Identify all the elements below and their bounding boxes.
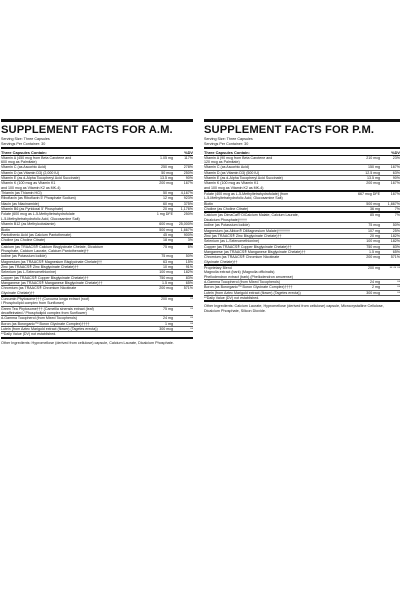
nutrient-amount: 2 mg (372, 285, 380, 290)
nutrient-amount: 24 mg (370, 279, 380, 284)
nutrient-name: Biotin (1, 227, 10, 232)
nutrient-dv: 1,176% (180, 207, 193, 212)
nutrient-name: Vitamin D (as Vitamin D3) (500 IU) (204, 170, 260, 175)
nutrient-name: Manganese (as TRAACS® Manganese Bisglycinate Chelate)†† (1, 280, 103, 285)
nutrient-dv: 571% (390, 255, 400, 260)
nutrient-amount: 36 mg (370, 207, 380, 212)
nutrient-dv: ** (397, 279, 400, 284)
nutrient-name: Chromium (as TRAACS® Chromium Nicotinate Glycinate Chelate)†† (204, 255, 280, 264)
nutrient-name: d-Gamma Tocopherol (from Mixed Tocopherols) (204, 279, 280, 284)
nutrient-amount: 600 mcg (159, 222, 173, 227)
nutrient-amount: 13.5 mg (367, 176, 380, 181)
table-row (1, 297, 193, 307)
nutrient-name: Lutein (from Aztec Marigold extract (flower) (Tagetes erecta)) (1, 327, 98, 332)
nutrient-name: Zinc (as TRAACS® Zinc Bisglycinate Chelate)†† (204, 233, 282, 238)
nutrient-amount: 10 mg (163, 264, 173, 269)
nutrient-name: Riboflavin (as Riboflavin 5' Phosphate Sodium) (1, 196, 76, 201)
nutrient-amount: 500 mcg (366, 201, 380, 206)
am-col-left-label: Three Capsules Contain: (1, 149, 47, 155)
table-row (1, 245, 193, 255)
nutrient-dv: 923% (183, 196, 193, 201)
nutrient-dv: 182% (183, 270, 193, 275)
am-col-right-label: %DV (184, 149, 193, 155)
nutrient-name: Iodine (as Potassium Iodide) (204, 223, 250, 228)
nutrient-amount: 100 mcg (159, 270, 173, 275)
nutrient-amount: 200 mcg (159, 286, 173, 291)
nutrient-dv: 1,667% (180, 227, 193, 232)
nutrient-amount: 200 mcg (159, 181, 173, 186)
nutrient-dv: ** (190, 321, 193, 326)
nutrient-amount: 13.5 mg (160, 176, 173, 181)
nutrient-dv: 278% (183, 165, 193, 170)
am-other-ingredients: Other Ingredients: Hypromellose (derived from cellulose) capsule, Calcium Laurate, Dicalcium Phosphate. (1, 340, 174, 345)
am-footnote: **Daily Value (DV) not established. (1, 332, 193, 338)
nutrient-dv: 167% (390, 165, 400, 170)
nutrient-name: Biotin (204, 201, 213, 206)
pm-supplement-facts-panel (204, 119, 400, 314)
nutrient-dv: 7% (394, 213, 400, 218)
am-serving-size: Serving Size: Three Capsules (1, 137, 50, 141)
nutrient-name: Vitamin A (90 mcg from Beta Carotene and 120 mcg as Palmitate) (204, 155, 273, 165)
nutrient-name: Manganese (as TRAACS® Manganese Bisglycinate Chelate)†† (204, 249, 306, 254)
nutrient-amount: 50 mg (163, 191, 173, 196)
nutrient-amount: 200 mcg (366, 255, 380, 260)
pm-serving-size: Serving Size: Three Capsules (204, 137, 253, 141)
nutrient-amount: 75 mg (163, 244, 173, 249)
nutrient-dv: 1,667% (387, 201, 400, 206)
nutrient-name: Vitamin B12 (as Methylcobalamin) (1, 222, 56, 227)
nutrient-amount: 1.5 mg (162, 280, 173, 285)
table-row (1, 307, 193, 317)
nutrient-dv: 250% (183, 170, 193, 175)
nutrient-amount: 1.5 mg (369, 249, 380, 254)
nutrient-amount: 1.05 mg (160, 155, 173, 160)
am-column-header (1, 147, 193, 156)
nutrient-amount: 12 mg (163, 196, 173, 201)
nutrient-dv: 117% (184, 155, 193, 160)
nutrient-dv: 182% (390, 233, 400, 238)
nutrient-name: Copper (as TRAACS® Copper Bisglycinate Chelate)†† (1, 275, 89, 280)
nutrient-name: Pantothenic Acid (as Calcium Pantothenate) (1, 232, 72, 237)
nutrient-amount: 20 mg (370, 233, 380, 238)
table-row (1, 181, 193, 191)
am-panel-title: SUPPLEMENT FACTS FOR A.M. (1, 124, 173, 136)
table-row (204, 181, 400, 192)
nutrient-name: Curcumin Phytosome††† (Curcuma longa extract (root) / Phospholipid complex from Sunflower) (1, 296, 90, 306)
nutrient-dv: 83% (392, 244, 400, 249)
nutrient-name: Chromium (as TRAACS® Chromium Nicotinate Glycinate Chelate)†† (1, 286, 77, 295)
pm-column-header (204, 147, 400, 156)
nutrient-amount: 24 mg (163, 316, 173, 321)
nutrient-amount: 100 mcg (366, 239, 380, 244)
nutrient-amount: 1 mg (165, 321, 173, 326)
nutrient-amount: 1 mg DFE (156, 212, 173, 217)
nutrient-dv: 25% (392, 228, 400, 233)
nutrient-dv: 50% (392, 223, 400, 228)
nutrient-dv: 4,167% (180, 191, 193, 196)
nutrient-name: Magnesium (as TRAACS® Magnesium Bisglycinate Chelate)†† (1, 259, 103, 264)
nutrient-name: Calcium (as DimaCal® DiCalcium Malate, Calcium Laurate, Dicalcium Phosphate)†††† (204, 213, 299, 222)
nutrient-dv: 571% (183, 286, 193, 291)
pm-footnote: **Daily Value (DV) not established. (204, 296, 400, 302)
nutrient-amount: 45 mg (163, 232, 173, 237)
nutrient-amount: 750 mcg (366, 244, 380, 249)
nutrient-dv: 167% (183, 181, 193, 186)
nutrient-dv: 50% (185, 254, 193, 259)
pm-servings-per-container: Servings Per Container: 30 (204, 141, 249, 146)
nutrient-dv: ** (190, 316, 193, 321)
nutrient-amount: 200 mg (161, 296, 173, 301)
nutrient-name: Vitamin C (as Ascorbic Acid) (1, 165, 47, 170)
table-row (204, 213, 400, 223)
nutrient-dv: ** (190, 327, 193, 332)
nutrient-name: Vitamin D (as Vitamin D3) (2,000 IU) (1, 170, 60, 175)
nutrient-dv: 83% (185, 275, 193, 280)
nutrient-dv: 900% (183, 232, 193, 237)
nutrient-amount: 210 mcg (366, 155, 380, 160)
nutrient-amount: 50 mcg (161, 170, 173, 175)
nutrient-dv: 167% (390, 192, 400, 197)
nutrient-amount: 667 mcg DFE (358, 192, 380, 197)
nutrient-dv: ** (397, 285, 400, 290)
table-row (204, 266, 400, 280)
table-row (204, 156, 400, 166)
pm-other-ingredients: Other Ingredients: Calcium Laurate, Hypromellose (derived from cellulose) capsule, Microcrystalline Cellulose, Dicalcium Phosphate, Silicon Dioxide. (204, 304, 384, 313)
nutrient-name: Magnesium (as Albion® DiMagnesium Malate)†††††† (204, 228, 290, 233)
nutrient-dv: 25,000% (178, 222, 193, 227)
nutrient-dv: 91% (185, 264, 193, 269)
nutrient-dv: 65% (392, 249, 400, 254)
pm-panel-title: SUPPLEMENT FACTS FOR P.M. (204, 124, 375, 136)
nutrient-dv: 65% (185, 280, 193, 285)
nutrient-amount: 63 mg (163, 259, 173, 264)
nutrient-amount: 75 mcg (368, 223, 380, 228)
pm-col-left-label: Three Capsules Contain: (204, 149, 250, 155)
nutrient-amount: 500 mcg (159, 227, 173, 232)
nutrient-name: Vitamin A (450 mcg from Beta Carotene and 600 mcg as Palmitate) (1, 155, 72, 165)
nutrient-name: Calcium (as TRAACS® Calcium Bisglycinate Chelate, Dicalcium Phosphate, Calcium Laurate, Calcium Pantothenate)†† (1, 244, 104, 253)
pm-col-right-label: %DV (391, 149, 400, 155)
nutrient-amount: 75 mcg (161, 254, 173, 259)
nutrient-name: Folate (400 mcg as L-5-Methyltetrahydrofolate) (from L-5-Methyltetrahydrofolic Acid, Glucosamine Salt) (204, 192, 289, 201)
nutrient-amount: 75 mg (163, 306, 173, 311)
nutrient-name: Copper (as TRAACS® Copper Bisglycinate Chelate)†† (204, 244, 292, 249)
nutrient-name: Choline (as Choline Citrate) (204, 207, 249, 212)
nutrient-name: Selenium (as L-Selenomethionine) (1, 270, 57, 275)
nutrient-name: Vitamin B6 (as Pyridoxal 5' Phosphate) (1, 207, 64, 212)
nutrient-dv: 6% (187, 244, 193, 249)
nutrient-amount: 60 mg (163, 201, 173, 206)
nutrient-dv: 90% (185, 176, 193, 181)
nutrient-amount: 300 mcg (366, 290, 380, 295)
nutrient-name: Niacin (as Niacinamide) (1, 201, 39, 206)
nutrient-dv: ** (397, 290, 400, 295)
am-supplement-facts-panel (1, 119, 193, 345)
table-row (1, 212, 193, 222)
nutrient-name: Vitamin E (as d-Alpha Tocopheryl Acid Succinate) (1, 176, 80, 181)
nutrient-dv: ** (190, 296, 193, 301)
nutrient-dv: 250% (183, 212, 193, 217)
nutrient-dv: 63% (392, 170, 400, 175)
nutrient-amount: 150 mg (368, 165, 380, 170)
am-servings-per-container: Servings Per Container: 30 (1, 141, 46, 146)
nutrient-name: Selenium (as L-Selenomethionine) (204, 239, 260, 244)
nutrient-dv: 182% (390, 239, 400, 244)
nutrient-name: Lutein (from Aztec Marigold extract (flower) (Tagetes erecta)) (204, 290, 301, 295)
nutrient-name: Vitamin K (100 mcg as Vitamin K1 and 100 mcg as Vitamin K2 as MK-4) (204, 181, 264, 190)
nutrient-amount: 750 mcg (159, 275, 173, 280)
nutrient-amount: 85 mg (370, 213, 380, 218)
nutrient-name: Green Tea Phytosome††† (Camellia sinensis extract (leaf) decaffeinated / Phospholipid complex from Sunflower) (1, 306, 94, 315)
nutrient-dv: 375% (183, 201, 193, 206)
table-row (1, 156, 193, 166)
nutrient-amount: 250 mg (161, 165, 173, 170)
am-nutrient-table (1, 156, 193, 333)
nutrient-amount: 200 mcg (366, 181, 380, 186)
nutrient-name: Vitamin C (as Ascorbic Acid) (204, 165, 250, 170)
table-row (1, 286, 193, 297)
nutrient-name: Vitamin K (100 mcg as Vitamin K1 and 100 mcg as Vitamin K2 as MK-4) (1, 181, 61, 190)
nutrient-amount: 200 mg (368, 265, 380, 270)
nutrient-name: Folate (600 mcg as L-5-Methyltetrahydrofolate L-5-Methyltetrahydrofolic Acid, Glucosamine Salt) (1, 212, 80, 221)
nutrient-name: Zinc (as TRAACS® Zinc Bisglycinate Chelate)†† (1, 264, 79, 269)
nutrient-dv: 167% (390, 181, 400, 186)
nutrient-name: Vitamin E (as d-Alpha Tocopheryl Acid Succinate) (204, 176, 283, 181)
nutrient-dv: 23% (392, 155, 400, 160)
nutrient-dv: ** (190, 306, 193, 311)
nutrient-name: Proprietary Blend Magnolia extract (bark) (Magnolia officinalis) Phellodendron extract (bark) (Phellodendron amurense) (204, 265, 293, 279)
nutrient-amount: 107 mg (368, 228, 380, 233)
nutrient-dv: 90% (392, 176, 400, 181)
nutrient-amount: 18 mg (163, 238, 173, 243)
nutrient-amount: 12.5 mcg (365, 170, 380, 175)
nutrient-name: Boron (as Bororganic™ Boron Glycinate Complex)†††† (204, 285, 293, 290)
nutrient-name: Iodine (as Potassium Iodide) (1, 254, 47, 259)
nutrient-name: Boron (as Bororganic™ Boron Glycinate Complex)†††† (1, 321, 90, 326)
pm-nutrient-table (204, 156, 400, 296)
table-row (204, 192, 400, 202)
nutrient-amount: 300 mcg (159, 327, 173, 332)
nutrient-dv: ** ** ** (389, 265, 400, 270)
nutrient-name: Thiamin (as Thiamin HCl) (1, 191, 42, 196)
nutrient-name: Choline (as Choline Citrate) (1, 238, 46, 243)
nutrient-dv: 7% (394, 207, 400, 212)
nutrient-dv: 3% (187, 238, 193, 243)
nutrient-amount: 20 mg (163, 207, 173, 212)
table-row (204, 255, 400, 266)
nutrient-dv: 15% (185, 259, 193, 264)
nutrient-name: d-Gamma Tocopherol (from Mixed Tocopherols) (1, 316, 77, 321)
